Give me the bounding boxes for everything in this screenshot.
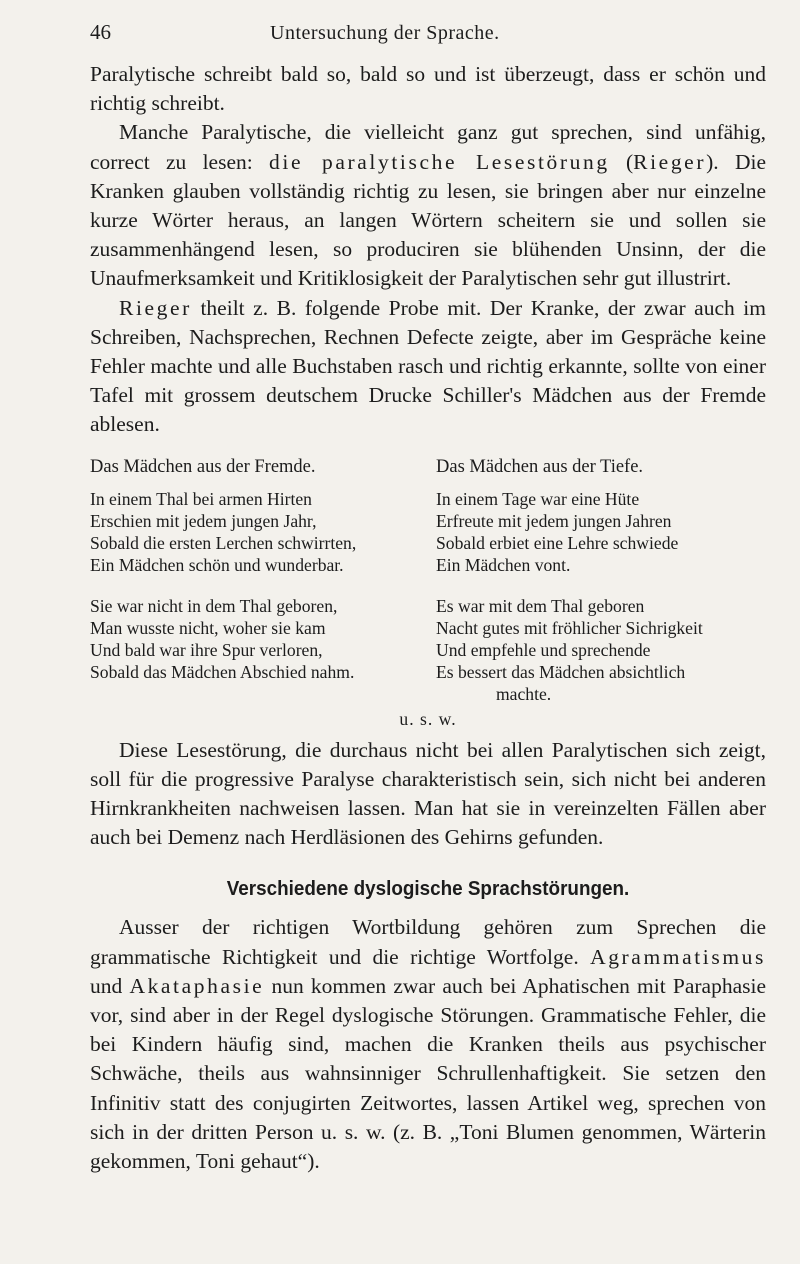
- poem-line: Und bald war ihre Spur verloren,: [90, 639, 323, 660]
- emphasis-paralytische-lesestoerung: die paralytische Lesestörung: [269, 149, 610, 174]
- poem-original-stanza-1: [90, 488, 420, 576]
- poem-line: Sobald das Mädchen Abschied nahm.: [90, 661, 355, 682]
- poem-line: Sobald erbiet eine Lehre schwiede: [436, 532, 679, 553]
- section-text-a: Ausser der richtigen Wortbildung gehören zum Sprechen die grammatische Richtigkeit und die richtige Wortfolge.: [90, 915, 766, 969]
- term-akataphasie: Akataphasie: [129, 973, 265, 998]
- term-agrammatismus: Agrammatismus: [590, 944, 766, 969]
- author-rieger-2: Rieger: [119, 295, 192, 320]
- poem-original: [90, 456, 420, 724]
- poem-line: Sie war nicht in dem Thal geboren,: [90, 595, 338, 616]
- poem-line: Sobald die ersten Lerchen schwirrten,: [90, 532, 357, 553]
- book-page: [90, 20, 766, 1176]
- poem-misread-stanza-1: [436, 488, 766, 576]
- paragraph-3-text-b: theilt z. B. folgende Probe mit. Der Kranke, der zwar auch im Schreiben, Nachsprechen, Rechnen Defecte zeigte, aber im Gespräche keine Fehler machte und alle Buchstaben rasch und richtig erkannte, sollte von einer Tafel mit grossem deutschem Drucke Schiller's Mädchen aus der Fremde ablesen.: [90, 295, 766, 437]
- poem-line: Es bessert das Mädchen absichtlich: [436, 661, 686, 682]
- page-header: [90, 20, 766, 60]
- page-number: 46: [90, 20, 111, 44]
- author-rieger: Rieger: [633, 149, 707, 174]
- paragraph-2: [90, 118, 766, 293]
- poem-line: Nacht gutes mit fröhlicher Sichrigkeit: [436, 617, 703, 638]
- section-heading: Verschiedene dyslogische Sprachstörungen.: [226, 877, 630, 901]
- section-paragraph: [90, 913, 766, 1176]
- running-head: Untersuchung der Sprache.: [270, 22, 500, 44]
- paragraph-3: [90, 294, 766, 440]
- poem-misread-title: Das Mädchen aus der Tiefe.: [436, 456, 644, 477]
- poem-line: Ein Mädchen schön und wunderbar.: [90, 554, 344, 575]
- section-text-c: und: [90, 973, 130, 998]
- poem-original-stanza-2: [90, 595, 420, 683]
- poem-usw: u. s. w.: [399, 708, 457, 729]
- poem-line: In einem Tage war eine Hüte: [436, 488, 640, 509]
- poem-line: Es war mit dem Thal geboren: [436, 595, 645, 616]
- poem-misread: [436, 456, 766, 724]
- poem-misread-stanza-2: [436, 595, 766, 705]
- poem-comparison: [90, 456, 766, 724]
- poem-line: Ein Mädchen vont.: [436, 554, 571, 575]
- poem-line: Man wusste nicht, woher sie kam: [90, 617, 326, 638]
- paragraph-2-text-e: ). Die Kranken glauben vollständig richtig zu lesen, sie bringen aber nur einzelne kurze Wörter heraus, an langen Wörtern scheitern sie und sollen sie zusammenhängend lesen, so produciren sie blühenden Unsinn, der die Unaufmerksamkeit und Kritiklosigkeit der Paralytischen sehr gut illustrirt.: [90, 149, 766, 291]
- poem-line: Und empfehle und sprechende: [436, 639, 651, 660]
- paragraph-2-text-c: (: [609, 149, 634, 174]
- paragraph-after-poem: Diese Lesestörung, die durchaus nicht bei allen Paralytischen sich zeigt, soll für die progressive Paralyse charakteristisch sein, sich nicht bei anderen Hirnkrankheiten nachweisen lassen. Man hat sie in vereinzelten Fällen aber auch bei Demenz nach Herdläsionen des Gehirns gefunden.: [90, 737, 766, 850]
- poem-line: Erschien mit jedem jungen Jahr,: [90, 510, 317, 531]
- poem-line: In einem Thal bei armen Hirten: [90, 488, 312, 509]
- paragraph-1: Paralytische schreibt bald so, bald so und ist überzeugt, dass er schön und richtig schreibt.: [90, 62, 766, 116]
- poem-line: machte.: [496, 683, 552, 704]
- poem-line: Erfreute mit jedem jungen Jahren: [436, 510, 672, 531]
- poem-original-title: Das Mädchen aus der Fremde.: [90, 456, 316, 477]
- paragraph-2-text-a: Manche Paralytische, die vielleicht ganz gut sprechen, sind unfähig, correct zu lesen:: [90, 120, 766, 174]
- section-text-e: nun kommen zwar auch bei Aphatischen mit Paraphasie vor, sind aber in der Regel dyslogische Störungen. Grammatische Fehler, die bei Kindern häufig sind, machen die Kranken theils aus psychischer Schwäche, theils aus wahnsinniger Schrullenhaftigkeit. Sie setzen den Infinitiv statt des conjugirten Zeitwortes, lassen Artikel weg, sprechen von sich in der dritten Person u. s. w. (z. B. „Toni Blumen genommen, Wärterin gekommen, Toni gehaut“).: [90, 973, 766, 1174]
